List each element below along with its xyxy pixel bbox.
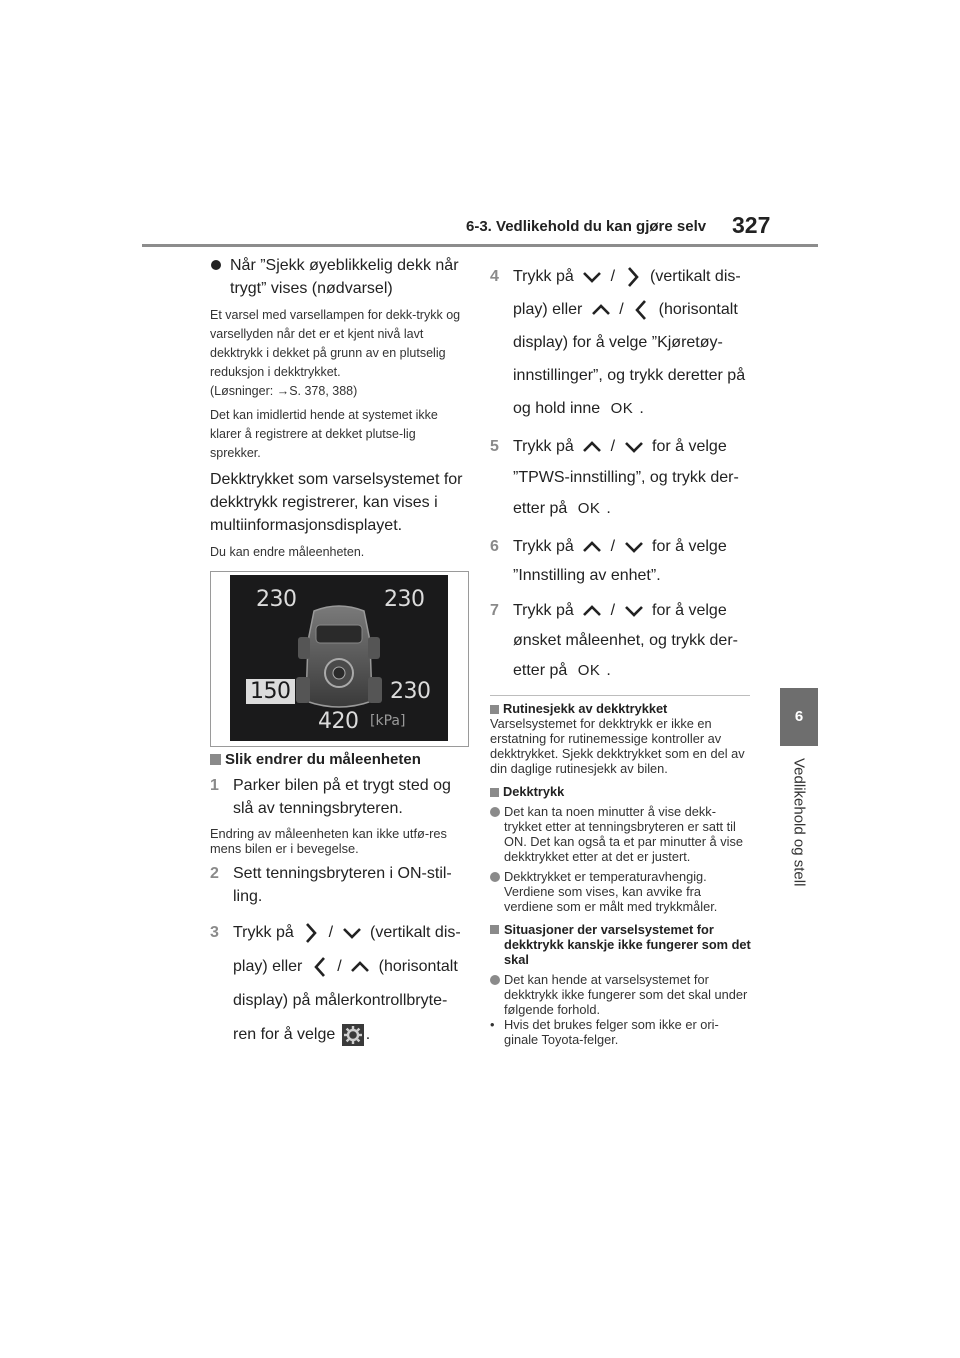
note-square-icon — [490, 788, 499, 797]
note-bullet-icon — [490, 807, 500, 817]
chevron-left-icon — [313, 956, 327, 978]
front-left-pressure: 230 — [256, 587, 297, 612]
chevron-up-icon — [582, 604, 602, 618]
ok-button-icon: OK — [610, 400, 634, 417]
unit-paragraph: Du kan endre måleenheten. — [210, 545, 365, 559]
car-top-view-icon — [294, 601, 384, 719]
chevron-up-icon — [350, 960, 370, 974]
heading-square-icon — [210, 754, 221, 765]
ok-button-icon: OK — [577, 500, 601, 517]
step-1: 1 Parker bilen på et trygt sted og slå av tenningsbryteren. — [210, 777, 451, 817]
note-malfunction-situations: Situasjoner der varselsystemet for dekktrykk kanskje ikke fungerer som det skal Det kan hende at varselsystemet for dekktrykk ikke fungerer som det skal under følgende forhold. • Hvis det brukes felger som ikke er ori-ginale Toyota-felger. — [490, 922, 751, 1047]
chapter-label: Vedlikehold og stell — [790, 758, 808, 887]
right-column — [490, 260, 752, 686]
note-square-icon — [490, 705, 499, 714]
section-header: 6-3. Vedlikehold du kan gjøre selv — [466, 218, 707, 235]
note-routine-check: Rutinesjekk av dekktrykket Varselsystemet for dekktrykk er ikke en erstatning for rutinemessige kontroller av dekktrykket. Sjekk dekktrykket som en del av din daglige rutinesjekk av bilen. — [490, 701, 745, 776]
left-column — [210, 254, 468, 562]
step-7: 7 Trykk på / for å velge ønsket måleenhet, og trykk der-etter på OK . — [490, 602, 738, 679]
left-steps — [210, 751, 468, 1052]
chevron-down-icon — [624, 604, 644, 618]
bullet-dot — [211, 260, 221, 270]
note-bullet-icon — [490, 975, 500, 985]
display-paragraph: Dekktrykket som varselsystemet for dekktrykk registrerer, kan vises i multiinformasjonsdisplayet. — [210, 471, 463, 534]
chevron-down-icon — [624, 440, 644, 454]
chevron-left-icon — [634, 299, 648, 321]
chevron-down-icon — [582, 270, 602, 284]
chevron-up-icon — [582, 540, 602, 554]
step-4: 4 Trykk på / (vertikalt dis-play) eller / (horisontalt display) for å velge ”Kjøretøy-innstillinger”, og trykk deretter på og hold inne OK . — [490, 260, 752, 425]
chevron-up-icon — [591, 303, 611, 317]
ok-button-icon: OK — [577, 662, 601, 679]
note-bullet-icon — [490, 872, 500, 882]
settings-gear-icon — [342, 1024, 364, 1046]
step-3: 3 Trykk på / (vertikalt dis-play) eller / (horisontalt display) på målerkontrollbryte-ren for å velge . — [210, 916, 468, 1052]
rear-right-pressure: 230 — [390, 679, 431, 704]
procedure-heading: Slik endrer du måleenheten — [210, 751, 468, 768]
chevron-right-icon — [304, 922, 318, 944]
step-6: 6 Trykk på / for å velge ”Innstilling av enhet”. — [490, 538, 727, 584]
note-tire-pressure: Dekktrykk Det kan ta noen minutter å vise dekk-trykket etter at tenningsbryteren er satt til ON. Det kan også ta et par minutter å vise dekktrykket etter at det er justert. Dekktrykket er temperaturavhengig. Verdiene som vises, kan avvike fra verdiene som er målt med trykkmåler. — [490, 784, 752, 914]
burst-paragraph: Det kan imidlertid hende at systemet ikke klarer å registrere at dekket plutse-lig sprekker. — [210, 408, 438, 460]
warning-paragraph: Et varsel med varsellampen for dekk-trykk og varsellyden når det er et kjent nivå lavt dekktrykk i dekket på grunn av en plutselig reduksjon i dekktrykket. (Løsninger: →S. 378, 388) — [210, 308, 461, 398]
step-1-note: Endring av måleenheten kan ikke utfø-res mens bilen er i bevegelse. — [210, 826, 447, 856]
chapter-tab: 6 — [780, 688, 818, 746]
chevron-down-icon — [342, 926, 362, 940]
pressure-unit: [kPa] — [370, 713, 406, 729]
header-rule — [142, 244, 818, 247]
note-dash-icon: • — [490, 1017, 495, 1032]
spare-pressure: 420 — [318, 709, 359, 734]
tire-pressure-display — [230, 575, 448, 741]
notes-divider — [490, 695, 750, 696]
page-number: 327 — [732, 212, 771, 238]
warning-bullet: Når ”Sjekk øyeblikkelig dekk når trygt” vises (nødvarsel) — [210, 254, 468, 300]
note-square-icon — [490, 925, 499, 934]
chevron-right-icon — [626, 266, 640, 288]
step-2: 2 Sett tenningsbryteren i ON-stil-ling. — [210, 865, 452, 905]
step-5: 5 Trykk på / for å velge ”TPWS-innstilling”, og trykk der-etter på OK . — [490, 438, 739, 517]
notes-section — [490, 701, 752, 1047]
front-right-pressure: 230 — [384, 587, 425, 612]
chevron-down-icon — [624, 540, 644, 554]
chevron-up-icon — [582, 440, 602, 454]
rear-left-pressure-warning: 150 — [246, 679, 295, 704]
